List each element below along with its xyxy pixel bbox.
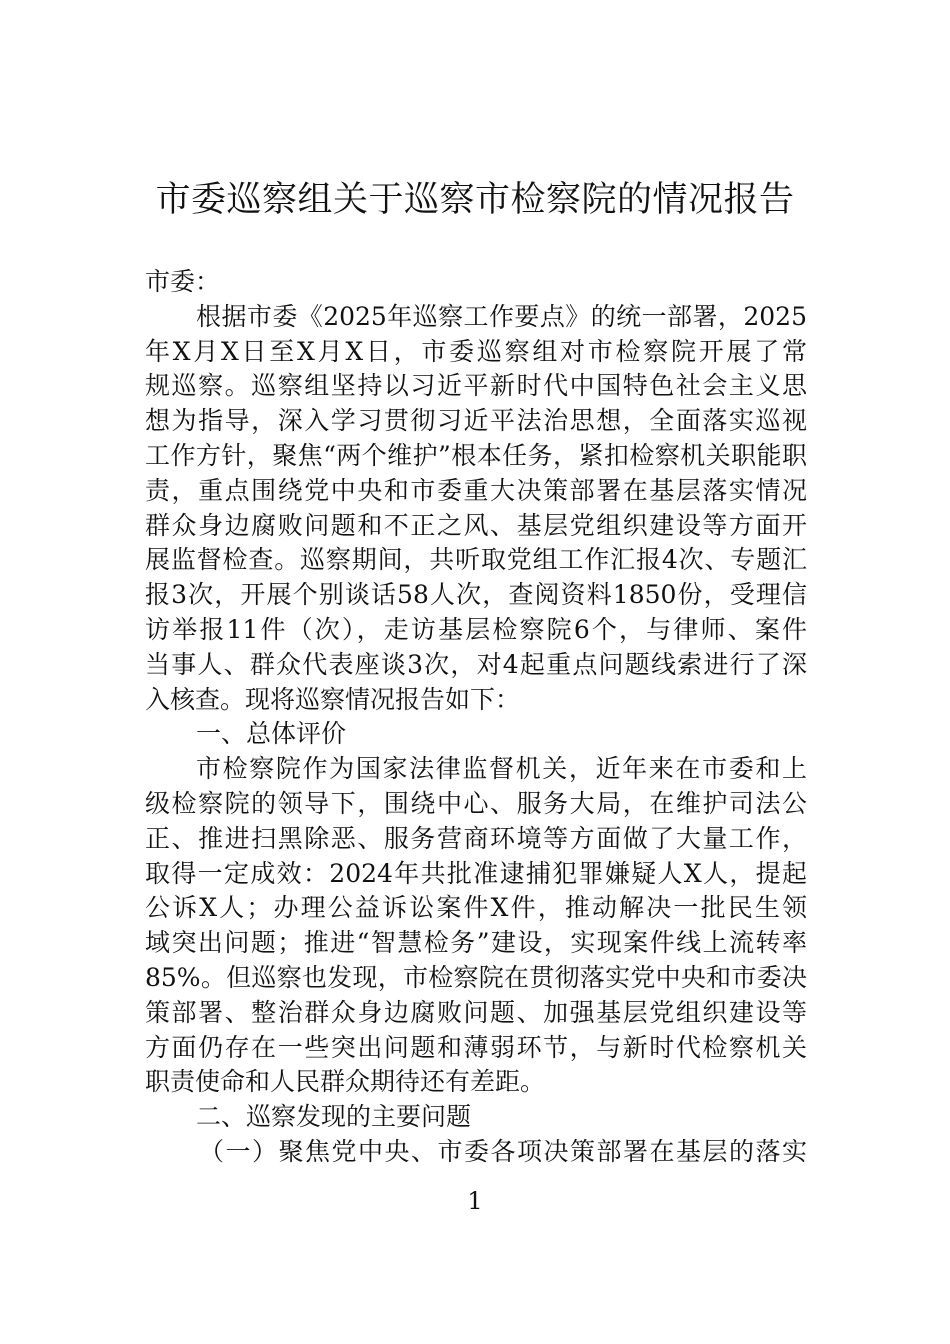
paragraph-line: 取得一定成效：2024年共批准逮捕犯罪嫌疑人X人，提起 <box>145 858 807 888</box>
paragraph-line: 群众身边腐败问题和不正之风、基层党组织建设等方面开 <box>145 510 807 540</box>
section-heading: 二、巡察发现的主要问题 <box>196 1102 472 1132</box>
paragraph-line: 市检察院作为国家法律监督机关，近年来在市委和上 <box>196 754 807 784</box>
paragraph-line: 正、推进扫黑除恶、服务营商环境等方面做了大量工作， <box>145 823 807 853</box>
paragraph-line: 规巡察。巡察组坚持以习近平新时代中国特色社会主义思 <box>145 371 807 401</box>
paragraph-line: 职责使命和人民群众期待还有差距。 <box>145 1067 546 1097</box>
paragraph-line: 展监督检查。巡察期间，共听取党组工作汇报4次、专题汇 <box>145 545 807 575</box>
paragraph-line: 根据市委《2025年巡察工作要点》的统一部署，2025 <box>196 301 807 331</box>
subsection-heading: （一）聚焦党中央、市委各项决策部署在基层的落实 <box>199 1136 807 1166</box>
document-body <box>145 265 807 1170</box>
paragraph-line: 方面仍存在一些突出问题和薄弱环节，与新时代检察机关 <box>145 1032 807 1062</box>
paragraph-line: 访举报11件（次），走访基层检察院6个，与律师、案件 <box>145 614 807 644</box>
paragraph-line: 级检察院的领导下，围绕中心、服务大局，在维护司法公 <box>145 788 807 818</box>
page-number: 1 <box>467 1187 483 1215</box>
paragraph-line: 年X月X日至X月X日，市委巡察组对市检察院开展了常 <box>145 336 807 366</box>
paragraph-line: 工作方针，聚焦“两个维护”根本任务，紧扣检察机关职能职 <box>145 440 807 470</box>
paragraph-line: 当事人、群众代表座谈3次，对4起重点问题线索进行了深 <box>145 649 807 679</box>
section-heading: 一、总体评价 <box>196 719 347 749</box>
paragraph-line: 策部署、整治群众身边腐败问题、加强基层党组织建设等 <box>145 997 807 1027</box>
paragraph-line: 报3次，开展个别谈话58人次，查阅资料1850份，受理信 <box>145 580 807 610</box>
paragraph-line: 公诉X人；办理公益诉讼案件X件，推动解决一批民生领 <box>145 893 807 923</box>
paragraph-line: 想为指导，深入学习贯彻习近平法治思想，全面落实巡视 <box>145 406 807 436</box>
salutation: 市委： <box>145 267 221 296</box>
paragraph-line: 85%。但巡察也发现，市检察院在贯彻落实党中央和市委决 <box>145 962 807 992</box>
paragraph-line: 入核查。现将巡察情况报告如下： <box>145 684 521 714</box>
document-title: 市委巡察组关于巡察市检察院的情况报告 <box>155 180 795 220</box>
paragraph-line: 域突出问题；推进“智慧检务”建设，实现案件线上流转率 <box>145 928 807 958</box>
paragraph-line: 责，重点围绕党中央和市委重大决策部署在基层落实情况 <box>145 475 807 505</box>
